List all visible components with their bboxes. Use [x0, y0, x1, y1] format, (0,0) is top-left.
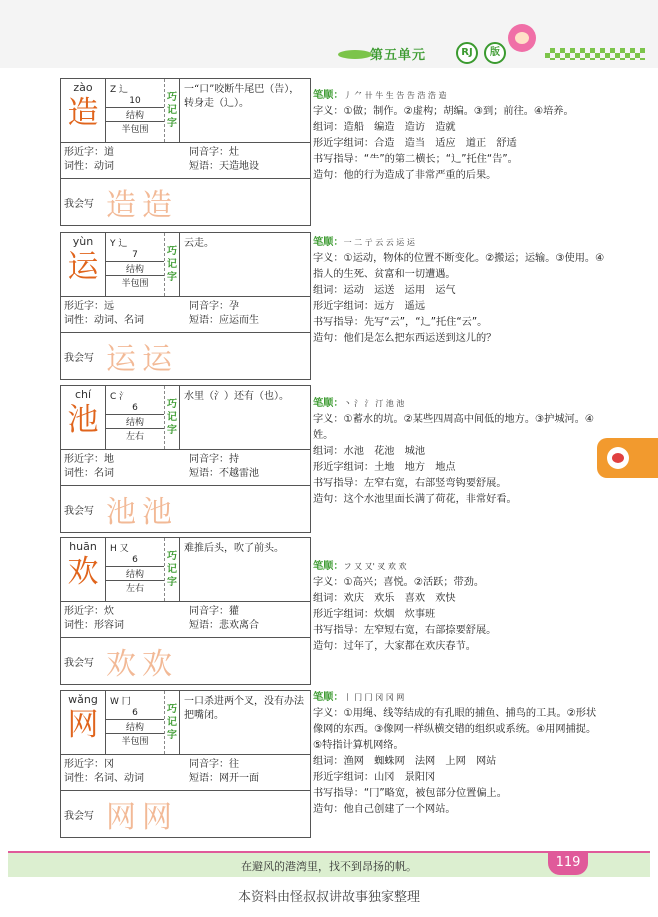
char-card: [60, 78, 311, 226]
similar-char-words: 形近字组词：远方 遥远: [313, 301, 426, 312]
meaning: 字义：①用绳、线等结成的有孔眼的捕鱼、捕鸟的工具。②形状像网的东西。③像网一样纵横交错的组织或系统。④用网捕捉。⑤特指计算机网络。: [313, 708, 597, 751]
qiao-ji-zi-label: [165, 691, 180, 754]
similar-char-words: 形近字组词：炊烟 炊事班: [313, 609, 436, 620]
qiao-char: 巧: [167, 399, 177, 410]
char-info: [106, 538, 165, 601]
stroke-order: フ 又 又' 㕚 欢 欢: [343, 562, 407, 571]
big-char: 池: [67, 402, 99, 438]
writing-guide: 书写指导：先写“云”，“辶”托住“云”。: [313, 317, 488, 328]
structure-label: 结构: [106, 261, 164, 275]
memory-trick: 云走。: [184, 238, 214, 249]
similar-char-words: 形近字组词：土地 地方 地点: [313, 462, 456, 473]
example-sentence: 造句：他们是怎么把东西运送到这儿的？: [313, 333, 497, 344]
similar-char-words: 形近字组词：合造 造当 适应 道正 舒适: [313, 138, 517, 149]
structure-label: 结构: [106, 414, 164, 428]
fairy-mascot-icon: [508, 24, 536, 52]
phrase: 短语：不越雷池: [189, 468, 259, 479]
word-examples: 组词：造船 编造 造访 造就: [313, 122, 456, 133]
footer-proverb: 在避风的港湾里，找不到昂扬的帆。: [241, 860, 417, 873]
writing-guide: 书写指导：左窄右宽，右部竖弯钩要舒展。: [313, 478, 507, 489]
char-info: [106, 386, 165, 449]
similar-char: 形近字：炊: [64, 606, 114, 617]
big-char: 网: [67, 707, 99, 743]
meaning: 字义：①运动，物体的位置不断变化。②搬运；运输。③使用。④指人的生死、贫富和一切遭遇。: [313, 253, 605, 280]
example-sentence: 造句：这个水池里面长满了荷花，非常好看。: [313, 494, 517, 505]
homophone: 同音字：往: [189, 759, 239, 770]
char-details: [313, 396, 605, 508]
qiao-ji-zi-label: [165, 79, 180, 142]
char-details: [313, 690, 605, 818]
pinyin: zào: [73, 81, 93, 94]
tracing-chars: 池池: [106, 495, 178, 530]
write-label: 我会写: [64, 352, 94, 364]
qiao-char: 巧: [167, 246, 177, 257]
radical: Z 辶: [110, 85, 129, 95]
meaning: 字义：①高兴；喜悦。②活跃；带劲。: [313, 577, 485, 588]
radical: H 又: [110, 544, 129, 554]
writing-guide: 书写指导：“⺧”的第二横长；“辶”托住“告”。: [313, 154, 518, 165]
structure-type: 半包围: [106, 733, 164, 747]
char-details: [313, 559, 605, 655]
homophone: 同音字：孕: [189, 301, 239, 312]
qiao-ji-zi-label: [165, 233, 180, 296]
qiao-ji-zi-label: [165, 386, 180, 449]
page-number: 119: [548, 851, 588, 875]
ji-char: 记: [167, 259, 177, 270]
stroke-count: 6: [132, 708, 138, 718]
word-examples: 组词：运动 运送 运用 运气: [313, 285, 456, 296]
zi-char: 字: [167, 425, 177, 436]
similar-char-words: 形近字组词：山冈 景阳冈: [313, 772, 436, 783]
tracing-chars: 网网: [106, 800, 178, 835]
char-card: [60, 232, 311, 380]
structure-type: 左右: [106, 580, 164, 594]
radical: W 冂: [110, 697, 131, 707]
checker-decoration: [545, 48, 645, 60]
ji-char: 记: [167, 105, 177, 116]
pinyin: chí: [74, 388, 92, 401]
part-of-speech: 词性：动词: [64, 161, 114, 172]
part-of-speech: 词性：名词、动词: [64, 773, 144, 784]
structure-type: 半包围: [106, 275, 164, 289]
glyph-box: [61, 79, 106, 142]
ji-char: 记: [167, 717, 177, 728]
glyph-box: [61, 538, 106, 601]
radical: C 氵: [110, 392, 129, 402]
pinyin: yùn: [72, 235, 94, 248]
memory-trick: 水里（氵）还有（也）。: [184, 391, 289, 402]
char-info: [106, 79, 165, 142]
phrase: 短语：天造地设: [189, 161, 259, 172]
side-tab: [597, 438, 658, 478]
stroke-order-label: 笔顺：: [313, 692, 344, 703]
char-details: [313, 88, 605, 184]
tracing-chars: 造造: [106, 188, 178, 223]
ji-char: 记: [167, 412, 177, 423]
glyph-box: [61, 691, 106, 754]
char-details: [313, 235, 605, 347]
qiao-char: 巧: [167, 92, 177, 103]
qiao-ji-zi-label: [165, 538, 180, 601]
big-char: 造: [67, 95, 99, 131]
structure-type: 左右: [106, 428, 164, 442]
word-examples: 组词：渔网 蜘蛛网 法网 上网 网站: [313, 756, 497, 767]
stroke-order: 丿 ⺈ 卄 牛 生 告 告 浩 浩 造: [343, 91, 447, 100]
char-info: [106, 691, 165, 754]
similar-char: 形近字：冈: [64, 759, 114, 770]
stroke-order: 丶 氵 氵 汀 池 池: [343, 399, 405, 408]
phrase: 短语：网开一面: [189, 773, 259, 784]
glyph-box: [61, 386, 106, 449]
stroke-order-label: 笔顺：: [313, 398, 344, 409]
rj-badge: RJ: [456, 42, 478, 64]
similar-char: 形近字：远: [64, 301, 114, 312]
leaf-icon: [338, 50, 372, 59]
memory-trick: 难推后头，吹了前头。: [184, 543, 284, 554]
homophone: 同音字：灶: [189, 147, 239, 158]
pinyin: wǎng: [68, 693, 98, 706]
structure-label: 结构: [106, 566, 164, 580]
meaning: 字义：①蓄水的坑。②某些四周高中间低的地方。③护城河。④姓。: [313, 414, 595, 441]
write-label: 我会写: [64, 810, 94, 822]
example-sentence: 造句：过年了，大家都在欢庆春节。: [313, 641, 476, 652]
writing-guide: 书写指导：左窄短右宽，右部捺要舒展。: [313, 625, 497, 636]
qiao-char: 巧: [167, 551, 177, 562]
zi-char: 字: [167, 118, 177, 129]
word-examples: 组词：水池 花池 城池: [313, 446, 426, 457]
writing-guide: 书写指导：“冂”略宽，被包部分位置偏上。: [313, 788, 507, 799]
stroke-order-label: 笔顺：: [313, 561, 344, 572]
stroke-count: 6: [132, 555, 138, 565]
big-char: 运: [67, 249, 99, 285]
ji-char: 记: [167, 564, 177, 575]
part-of-speech: 词性：名词: [64, 468, 114, 479]
memory-trick: 一“口”咬断牛尾巴（告），转身走（辶）。: [184, 84, 300, 109]
phrase: 短语：悲欢离合: [189, 620, 259, 631]
example-sentence: 造句：他自己创建了一个网站。: [313, 804, 456, 815]
stroke-order: 一 二 亍 云 云 运 运: [343, 238, 415, 247]
edition-badge: 版: [484, 42, 506, 64]
tracing-chars: 运运: [106, 342, 178, 377]
pinyin: huān: [69, 540, 97, 553]
structure-label: 结构: [106, 107, 164, 121]
zi-char: 字: [167, 272, 177, 283]
char-info: [106, 233, 165, 296]
similar-char: 形近字：地: [64, 454, 114, 465]
write-label: 我会写: [64, 505, 94, 517]
stroke-order: 丨 冂 冂 冈 冈 网: [343, 693, 405, 702]
char-card: [60, 537, 311, 685]
memory-trick: 一口杀进两个叉，没有办法把嘴闭。: [184, 696, 304, 721]
unit-title: 第五单元: [370, 48, 427, 63]
zi-char: 字: [167, 730, 177, 741]
homophone: 同音字：持: [189, 454, 239, 465]
structure-label: 结构: [106, 719, 164, 733]
zi-char: 字: [167, 577, 177, 588]
stroke-count: 10: [129, 96, 141, 106]
stroke-count: 6: [132, 403, 138, 413]
qiao-char: 巧: [167, 704, 177, 715]
write-label: 我会写: [64, 198, 94, 210]
example-sentence: 造句：他的行为造成了非常严重的后果。: [313, 170, 497, 181]
part-of-speech: 词性：形容词: [64, 620, 124, 631]
phrase: 短语：应运而生: [189, 315, 259, 326]
word-examples: 组词：欢庆 欢乐 喜欢 欢快: [313, 593, 456, 604]
mascot-face-icon: [607, 447, 629, 469]
stroke-count: 7: [132, 250, 138, 260]
stroke-order-label: 笔顺：: [313, 237, 344, 248]
radical: Y 辶: [110, 239, 128, 249]
glyph-box: [61, 233, 106, 296]
big-char: 欢: [67, 554, 99, 590]
meaning: 字义：①做；制作。②虚构；胡编。③到；前往。④培养。: [313, 106, 574, 117]
char-card: [60, 690, 311, 838]
similar-char: 形近字：道: [64, 147, 114, 158]
homophone: 同音字：獾: [189, 606, 239, 617]
char-card: [60, 385, 311, 533]
part-of-speech: 词性：动词、名词: [64, 315, 144, 326]
structure-type: 半包围: [106, 121, 164, 135]
credit-line: 本资料由怪叔叔讲故事独家整理: [237, 890, 420, 905]
write-label: 我会写: [64, 657, 94, 669]
stroke-order-label: 笔顺：: [313, 90, 344, 101]
tracing-chars: 欢欢: [106, 647, 178, 682]
